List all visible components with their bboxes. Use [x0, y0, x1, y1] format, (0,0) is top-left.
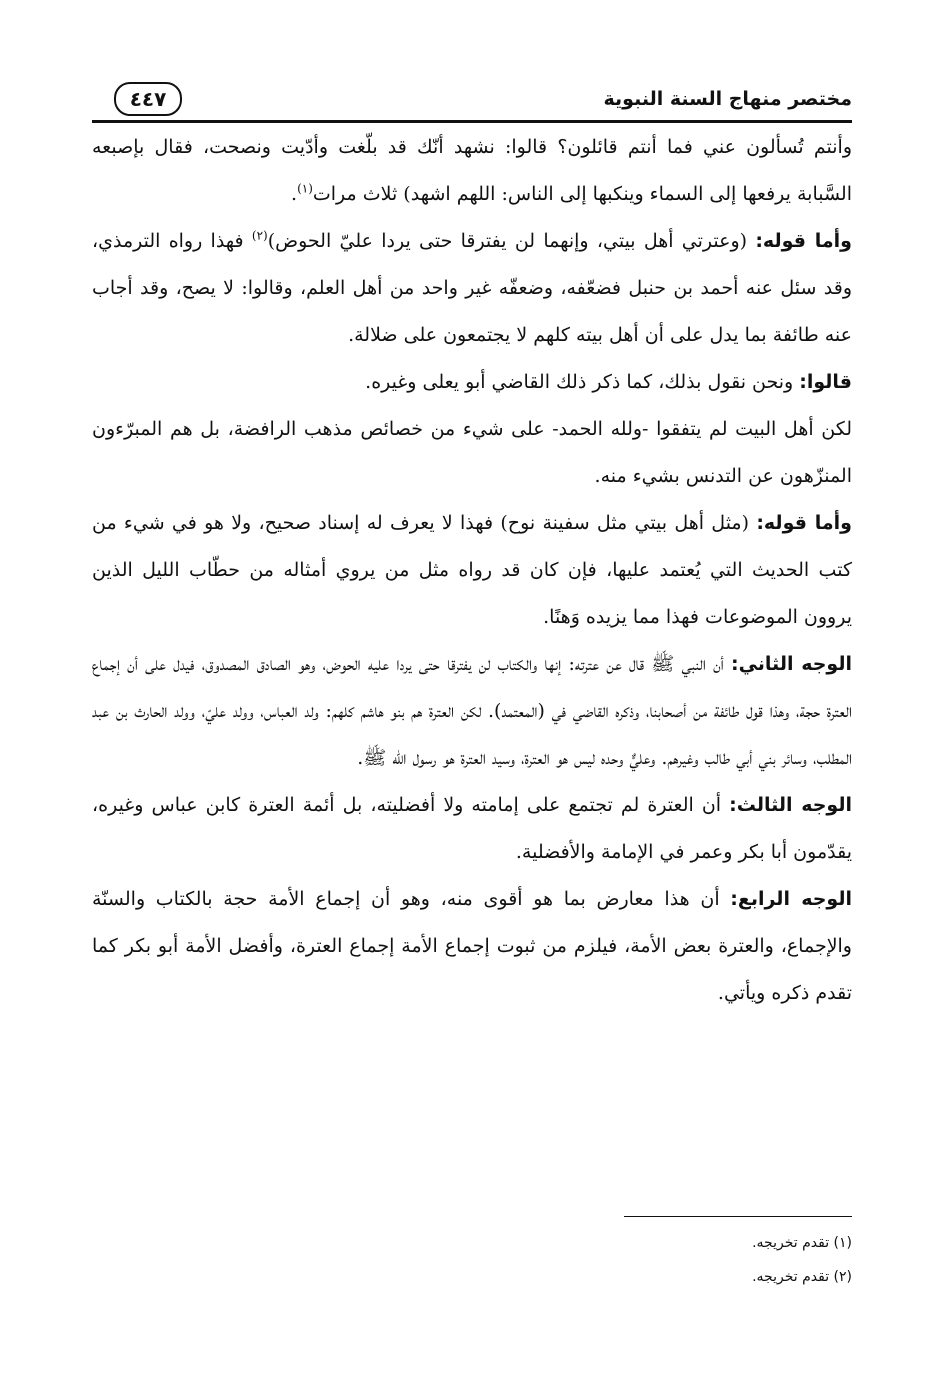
footnote-2: (٢) تقدم تخريجه. — [752, 1269, 852, 1285]
paragraph-lead: وأما قوله: — [755, 230, 852, 252]
running-title: مختصر منهاج السنة النبوية — [603, 88, 852, 110]
paragraph-lead: وأما قوله: — [756, 512, 852, 534]
footnote-1: (١) تقدم تخريجه. — [752, 1235, 852, 1251]
paragraph-2: وأما قوله: (وعترتي أهل بيتي، وإنهما لن يفترقا حتى يردا عليّ الحوض)$^{(٢)}$ فهذا رواه الترمذي، وقد سئل عنه أحمد بن حنبل فضعّفه، وضعفّه غير واحد من أهل العلم، وقالوا: لا يصح، وقد أجاب عنه طائفة بما يدل على أن أهل بيته كلهم لا يجتمعون على ضلالة. — [92, 228, 852, 346]
paragraph-lead: قالوا: — [799, 371, 852, 393]
paragraph-3: قالوا: ونحن نقول بذلك، كما ذكر ذلك القاضي أبو يعلى وغيره. — [365, 371, 852, 393]
paragraph-lead: الوجه الثاني: — [730, 653, 852, 675]
paragraph-5: وأما قوله: (مثل أهل بيتي مثل سفينة نوح) فهذا لا يعرف له إسناد صحيح، ولا هو في شيء من كتب الحديث التي يُعتمد عليها، فإن كان قد رواه مثل من يروي أمثاله من حطّاب الليل الذين يروون الموضوعات فهذا مما يزيده وَهنًا. — [92, 512, 852, 628]
footnote-ref-1: (١) — [297, 181, 313, 196]
paragraph-lead: الوجه الرابع: — [730, 888, 852, 910]
header-rule — [92, 120, 852, 123]
paragraph-6: الوجه الثاني: أن النبي ﷺ قال عن عترته: إنها والكتاب لن يفترقا حتى يردا عليه الحوض، وهو الصادق المصدوق، فيدل على أن إجماع العترة حجة، وهذا قول طائفة من أصحابنا، وذكره القاضي في (المعتمد). لكن العترة هم بنو هاشم كلهم: ولد العباس، وولد عليّ، وولد الحارث بن عبد المطلب، وسائر بني أبي طالب وغيرهم. وعليٌّ وحده ليس هو العترة، وسيد العترة هو رسول الله ﷺ. — [92, 653, 852, 769]
paragraph-lead: الوجه الثالث: — [729, 794, 852, 816]
paragraph-7: الوجه الثالث: أن العترة لم تجتمع على إمامته ولا أفضليته، بل أئمة العترة كابن عباس وغيره، يقدّمون أبا بكر وعمر في الإمامة والأفضلية. — [92, 794, 852, 863]
footnote-ref-2: (٢) — [251, 228, 268, 243]
footnotes — [92, 1226, 852, 1294]
page-number: ٤٤٧ — [114, 82, 182, 116]
paragraph-1: وأنتم تُسألون عني فما أنتم قائلون؟ قالوا: نشهد أنّك قد بلّغت وأدّيت ونصحت، فقال بإصبعه السَّبابة يرفعها إلى السماء وينكبها إلى الناس: اللهم اشهد) ثلاث مرات$^{(١)}$. — [92, 136, 852, 205]
footnote-rule — [624, 1216, 852, 1217]
page-header — [92, 82, 852, 122]
body-text — [92, 124, 852, 1017]
paragraph-4: لكن أهل البيت لم يتفقوا -ولله الحمد- على شيء من خصائص مذهب الرافضة، بل هم المبرّءون المنزّهون عن التدنس بشيء منه. — [92, 418, 852, 487]
paragraph-8: الوجه الرابع: أن هذا معارض بما هو أقوى منه، وهو أن إجماع الأمة حجة بالكتاب والسنّة والإجماع، والعترة بعض الأمة، فيلزم من ثبوت إجماع الأمة إجماع العترة، وأفضل الأمة أبو بكر كما تقدم ذكره ويأتي. — [92, 888, 852, 1004]
